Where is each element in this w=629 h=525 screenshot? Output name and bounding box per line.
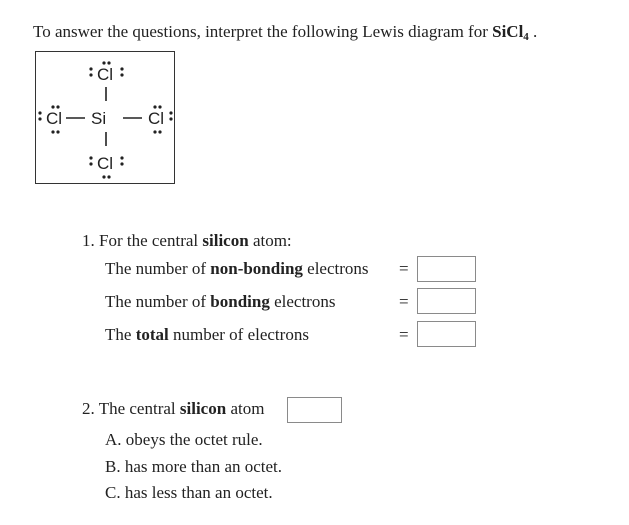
lewis-diagram (35, 51, 175, 184)
question-1-tail: atom: (248, 231, 292, 250)
top-cl-atom: Cl (97, 65, 114, 84)
row-text: The (105, 325, 136, 344)
question-2-tail: atom (226, 399, 265, 418)
row-text: electrons (269, 292, 336, 311)
left-cl-lonepair-dot (51, 130, 54, 133)
left-cl-lonepair-dot (56, 130, 59, 133)
central-si-atom: Si (91, 109, 107, 128)
question-2-heading (82, 399, 264, 419)
right-cl-lonepair-dot (158, 105, 161, 108)
top-cl-lonepair-dot (120, 67, 123, 70)
top-cl-lonepair-dot (89, 67, 92, 70)
bonding-electrons-label (105, 292, 335, 312)
row-bold-text: non-bonding (210, 259, 303, 278)
right-cl-lonepair-dot (169, 111, 172, 114)
lewis-structure-svg (36, 52, 176, 185)
bottom-cl-lonepair-dot (102, 175, 105, 178)
total-electrons-input[interactable] (417, 321, 476, 347)
left-cl-lonepair-dot (38, 117, 41, 120)
top-cl-lonepair-dot (107, 61, 110, 64)
left-cl-lonepair-dot (51, 105, 54, 108)
bonding-electrons-input[interactable] (417, 288, 476, 314)
right-cl-lonepair-dot (158, 130, 161, 133)
bottom-cl-lonepair-dot (120, 156, 123, 159)
formula-subscript: 4 (523, 31, 529, 43)
row-text: number of electrons (168, 325, 309, 344)
equals-sign: = (399, 325, 409, 344)
top-cl-lonepair-dot (102, 61, 105, 64)
right-cl-atom: Cl (148, 109, 165, 128)
bottom-cl-lonepair-dot (120, 162, 123, 165)
row-bold-text: bonding (210, 292, 270, 311)
row-text: electrons (302, 259, 369, 278)
question-1-bold-word: silicon (202, 231, 249, 250)
option-c: C. has less than an octet. (105, 483, 273, 502)
formula-main: SiCl (492, 22, 524, 41)
right-cl-lonepair-dot (153, 105, 156, 108)
question-1-lead: For the central (99, 231, 203, 250)
right-cl-lonepair-dot (169, 117, 172, 120)
option-b: B. has more than an octet. (105, 457, 283, 476)
row-bold-text: total (135, 325, 169, 344)
equals-sign: = (399, 292, 409, 311)
bottom-cl-lonepair-dot (89, 162, 92, 165)
question-2-number: 2. (82, 399, 95, 418)
question-1-heading (82, 231, 292, 251)
question-1-number: 1. (82, 231, 95, 250)
option-a: A. obeys the octet rule. (105, 430, 263, 449)
row-text: The number of (105, 292, 211, 311)
formula (492, 22, 529, 41)
question-2-lead: The central (98, 399, 180, 418)
total-electrons-label (105, 325, 309, 345)
bottom-cl-lonepair-dot (89, 156, 92, 159)
intro-suffix: . (528, 22, 538, 41)
bottom-cl-atom: Cl (97, 154, 114, 173)
octet-answer-input[interactable] (287, 397, 342, 423)
nonbonding-electrons-input[interactable] (417, 256, 476, 282)
nonbonding-electrons-label (105, 259, 369, 279)
intro-text (33, 22, 537, 43)
intro-lead: To answer the questions, interpret the following Lewis diagram for (33, 22, 493, 41)
right-cl-lonepair-dot (153, 130, 156, 133)
left-cl-lonepair-dot (38, 111, 41, 114)
equals-sign: = (399, 259, 409, 278)
row-text: The number of (105, 259, 211, 278)
question-2-bold-word: silicon (179, 399, 227, 418)
left-cl-lonepair-dot (56, 105, 59, 108)
bottom-cl-lonepair-dot (107, 175, 110, 178)
top-cl-lonepair-dot (89, 73, 92, 76)
left-cl-atom: Cl (46, 109, 63, 128)
top-cl-lonepair-dot (120, 73, 123, 76)
